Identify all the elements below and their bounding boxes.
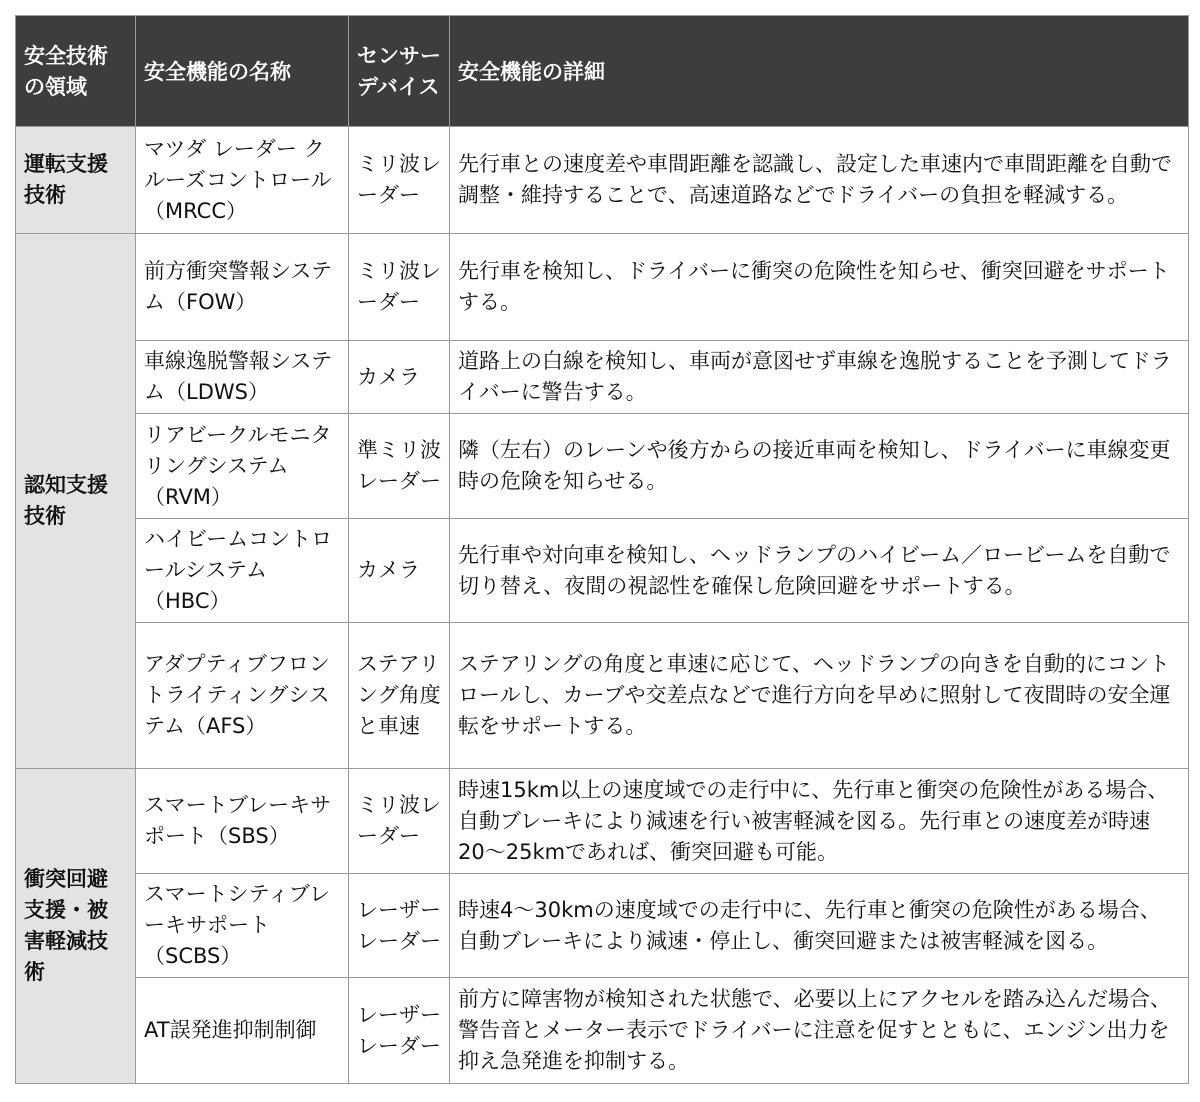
function-detail: 時速15km以上の速度域での走行中に、先行車と衝突の危険性がある場合、自動ブレーキにより減速を行い被害軽減を図る。先行車との速度差が時速20〜25kmであれば、衝突回避も可能。 xyxy=(450,769,1189,874)
header-area: 安全技術の領域 xyxy=(16,16,136,127)
sensor-device: レーザーレーダー xyxy=(349,874,450,978)
table-row xyxy=(16,769,1189,874)
function-detail: 隣（左右）のレーンや後方からの接近車両を検知し、ドライバーに車線変更時の危険を知らせる。 xyxy=(450,414,1189,519)
sensor-device: 準ミリ波レーダー xyxy=(349,414,450,519)
area-driving-support: 運転支援技術 xyxy=(16,127,136,234)
sensor-device: カメラ xyxy=(349,341,450,414)
table-row xyxy=(16,234,1189,341)
sensor-device: ミリ波レーダー xyxy=(349,127,450,234)
function-detail: 前方に障害物が検知された状態で、必要以上にアクセルを踏み込んだ場合、警告音とメーター表示でドライバーに注意を促すとともに、エンジン出力を抑え急発進を抑制する。 xyxy=(450,978,1189,1084)
header-sensor-device: センサーデバイス xyxy=(349,16,450,127)
function-name: リアビークルモニタリングシステム（RVM） xyxy=(136,414,349,519)
sensor-device: ステアリング角度と車速 xyxy=(349,623,450,769)
table-row xyxy=(16,127,1189,234)
table-row xyxy=(16,414,1189,519)
function-detail: 時速4〜30kmの速度域での走行中に、先行車と衝突の危険性がある場合、自動ブレーキにより減速・停止し、衝突回避または被害軽減を図る。 xyxy=(450,874,1189,978)
sensor-device: ミリ波レーダー xyxy=(349,234,450,341)
function-detail: 先行車を検知し、ドライバーに衝突の危険性を知らせ、衝突回避をサポートする。 xyxy=(450,234,1189,341)
header-function-name: 安全機能の名称 xyxy=(136,16,349,127)
table-row xyxy=(16,623,1189,769)
function-name: マツダ レーダー クルーズコントロール（MRCC） xyxy=(136,127,349,234)
sensor-device: カメラ xyxy=(349,519,450,623)
function-name: 車線逸脱警報システム（LDWS） xyxy=(136,341,349,414)
function-name: スマートシティブレーキサポート（SCBS） xyxy=(136,874,349,978)
table-row xyxy=(16,874,1189,978)
function-detail: 先行車や対向車を検知し、ヘッドランプのハイビーム／ロービームを自動で切り替え、夜間の視認性を確保し危険回避をサポートする。 xyxy=(450,519,1189,623)
table-row xyxy=(16,341,1189,414)
sensor-device: レーザーレーダー xyxy=(349,978,450,1084)
table-header-row xyxy=(16,16,1189,127)
safety-tech-table xyxy=(15,15,1189,1084)
function-name: 前方衝突警報システム（FOW） xyxy=(136,234,349,341)
function-detail: 先行車との速度差や車間距離を認識し、設定した車速内で車間距離を自動で調整・維持することで、高速道路などでドライバーの負担を軽減する。 xyxy=(450,127,1189,234)
function-detail: ステアリングの角度と車速に応じて、ヘッドランプの向きを自動的にコントロールし、カーブや交差点などで進行方向を早めに照射して夜間時の安全運転をサポートする。 xyxy=(450,623,1189,769)
table-row xyxy=(16,978,1189,1084)
function-name: ハイビームコントロールシステム（HBC） xyxy=(136,519,349,623)
function-name: スマートブレーキサポート（SBS） xyxy=(136,769,349,874)
table-row xyxy=(16,519,1189,623)
area-recognition-support: 認知支援技術 xyxy=(16,234,136,769)
function-detail: 道路上の白線を検知し、車両が意図せず車線を逸脱することを予測してドライバーに警告する。 xyxy=(450,341,1189,414)
area-collision-avoidance: 衝突回避支援・被害軽減技術 xyxy=(16,769,136,1084)
sensor-device: ミリ波レーダー xyxy=(349,769,450,874)
function-name: アダプティブフロントライティングシステム（AFS） xyxy=(136,623,349,769)
function-name: AT誤発進抑制制御 xyxy=(136,978,349,1084)
header-function-detail: 安全機能の詳細 xyxy=(450,16,1189,127)
